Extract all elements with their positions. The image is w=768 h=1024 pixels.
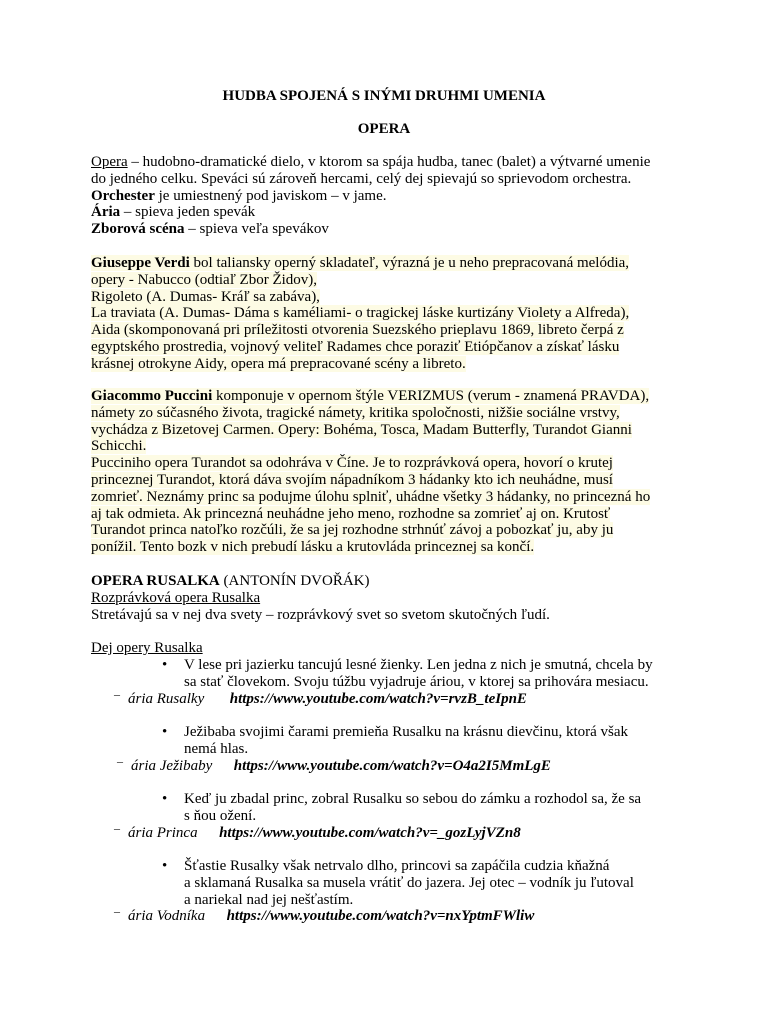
- rusalka-heading: OPERA RUSALKA: [91, 573, 220, 589]
- aria-vodnika-link[interactable]: https://www.youtube.com/watch?v=nxYptmFWliw: [226, 908, 535, 924]
- aria-princa-label: ária Princa: [128, 825, 198, 841]
- bullet-icon: •: [162, 791, 168, 807]
- plot-item-4-line-1: Šťastie Rusalky však netrvalo dlho, princovi sa zapáčila cudzia kňažná: [184, 858, 610, 874]
- aria-princa-link[interactable]: https://www.youtube.com/watch?v=_gozLyjVZn8: [219, 825, 521, 841]
- aria-rusalky-row: [114, 687, 527, 708]
- orchester-definition: je umiestnený pod javiskom – v jame.: [154, 187, 387, 204]
- puccini-line-5: Pucciniho opera Turandot sa odohráva v Číne. Je to rozprávková opera, hovorí o krutej: [91, 455, 613, 472]
- rusalka-plot-heading-block: [91, 640, 691, 657]
- rusalka-subheading-plot[interactable]: Dej opery Rusalka: [91, 640, 203, 656]
- document-title: HUDBA SPOJENÁ S INÝMI DRUHMI UMENIA: [222, 88, 546, 104]
- puccini-line-4: Schicchi.: [91, 438, 147, 455]
- plot-item-4: [184, 858, 684, 908]
- opera-definition-cont: do jedného celku. Speváci sú zároveň hercami, celý dej spievajú so sprievodom orchestra.: [91, 170, 632, 187]
- rusalka-intro: [91, 573, 691, 623]
- aria-jezibaby-row: [117, 754, 551, 775]
- aria-princa-row: [114, 821, 521, 842]
- plot-item-1: [184, 657, 684, 691]
- aria-vodnika-row: [114, 904, 535, 925]
- dash-icon: –: [117, 754, 123, 768]
- plot-item-3-line-1: Keď ju zbadal princ, zobral Rusalku so sebou do zámku a rozhodol sa, že sa: [184, 791, 642, 807]
- puccini-line-7: zomrieť. Neznámy princ sa podujme úlohu splniť, uhádne všetky 3 hádanky, no princezná ho: [91, 488, 651, 505]
- verdi-line-3: Rigoleto (A. Dumas- Kráľ sa zabáva),: [91, 288, 320, 305]
- plot-item-3-line-2: s ňou ožení.: [184, 807, 257, 824]
- verdi-line-2: opery - Nabucco (odtiaľ Zbor Židov),: [91, 271, 318, 288]
- puccini-line-9: Turandot princa natoľko rozčúli, že sa jej rozhodne strhnúť závoj a pobozkať ju, aby ju: [91, 522, 614, 539]
- puccini-line-3: vychádza z Bizetovej Carmen. Opery: Bohéma, Tosca, Madam Butterfly, Turandot Gianni: [91, 421, 632, 438]
- verdi-line-6: egyptského prostredia, vojnový veliteľ Radames chce poraziť Etiópčanov a získať lásku: [91, 338, 620, 355]
- orchester-term: Orchester: [91, 187, 155, 204]
- bullet-icon: •: [162, 724, 168, 740]
- puccini-line-10: ponížil. Tento bozk v nich prebudí lásku a krutovláda princeznej sa končí.: [91, 539, 535, 556]
- verdi-line-1: bol taliansky operný skladateľ, výrazná je u neho prepracovaná melódia,: [189, 255, 630, 271]
- verdi-line-4: La traviata (A. Dumas- Dáma s kaméliami- o tragickej láske kurtizány Violety a Alfreda),: [91, 305, 630, 322]
- plot-item-4-line-2: a sklamaná Rusalka sa musela vrátiť do jazera. Jej otec – vodník ju ľutoval: [184, 874, 634, 891]
- plot-item-2: [184, 724, 684, 758]
- verdi-name: Giuseppe Verdi: [91, 255, 190, 271]
- opera-term-link[interactable]: Opera: [91, 154, 128, 170]
- aria-rusalky-label: ária Rusalky: [128, 691, 205, 707]
- aria-jezibaby-link[interactable]: https://www.youtube.com/watch?v=O4a2I5MmLgE: [233, 758, 551, 774]
- verdi-paragraph: [91, 255, 691, 373]
- zbor-term: Zborová scéna: [91, 221, 185, 238]
- rusalka-tale-text: Stretávajú sa v nej dva svety – rozprávkový svet so svetom skutočných ľudí.: [91, 606, 550, 623]
- puccini-line-2: námety zo súčasného života, tragické námety, kritika spoločnosti, nižšie sociálne vrstvy,: [91, 404, 620, 421]
- bullet-icon: •: [162, 858, 168, 874]
- plot-item-1-line-2: sa stať človekom. Svoju túžbu vyjadruje áriou, v ktorej sa prihovára mesiacu.: [184, 673, 649, 690]
- zbor-definition: – spieva veľa spevákov: [184, 221, 329, 238]
- puccini-name: Giacommo Puccini: [91, 388, 213, 404]
- aria-rusalky-link[interactable]: https://www.youtube.com/watch?v=rvzB_teIpnE: [229, 691, 527, 707]
- plot-item-3: [184, 791, 684, 825]
- intro-paragraph: [91, 154, 691, 238]
- aria-vodnika-label: ária Vodníka: [128, 908, 206, 924]
- verdi-line-7: krásnej otrokyne Aidy, opera má prepracované scény a libreto.: [91, 355, 466, 372]
- plot-item-4-line-3: a nariekal nad jej nešťastím.: [184, 891, 354, 908]
- dash-icon: –: [114, 821, 120, 835]
- puccini-line-6: princeznej Turandot, ktorá dáva svojím nápadníkom 3 hádanky kto ich neuhádne, musí: [91, 471, 613, 488]
- aria-jezibaby-label: ária Ježibaby: [131, 758, 213, 774]
- puccini-line-1: komponuje v opernom štýle VERIZMUS (verum - znamená PRAVDA),: [212, 388, 650, 404]
- opera-definition: – hudobno-dramatické dielo, v ktorom sa spája hudba, tanec (balet) a výtvarné umenie: [127, 154, 651, 170]
- puccini-paragraph: [91, 388, 691, 556]
- aria-term: Ária: [91, 204, 121, 221]
- plot-item-2-line-1: Ježibaba svojimi čarami premieňa Rusalku na krásnu dievčinu, ktorá však: [184, 724, 629, 740]
- plot-item-2-line-2: nemá hlas.: [184, 740, 249, 757]
- aria-definition: – spieva jeden spevák: [120, 204, 256, 221]
- rusalka-composer: (ANTONÍN DVOŘÁK): [219, 573, 370, 589]
- bullet-icon: •: [162, 657, 168, 673]
- dash-icon: –: [114, 904, 120, 918]
- verdi-line-5: Aida (skomponovaná pri príležitosti otvorenia Suezského prieplavu 1869, libreto čerpá z: [91, 322, 624, 339]
- plot-item-1-line-1: V lese pri jazierku tancujú lesné žienky. Len jedna z nich je smutná, chcela by: [184, 657, 653, 673]
- section-title-opera: OPERA: [357, 121, 411, 137]
- puccini-line-8: aj tak odmieta. Ak princezná neuhádne jeho meno, rozhodne sa zomrieť aj on. Krutosť: [91, 505, 611, 522]
- rusalka-subheading-tale[interactable]: Rozprávková opera Rusalka: [91, 589, 261, 606]
- dash-icon: –: [114, 687, 120, 701]
